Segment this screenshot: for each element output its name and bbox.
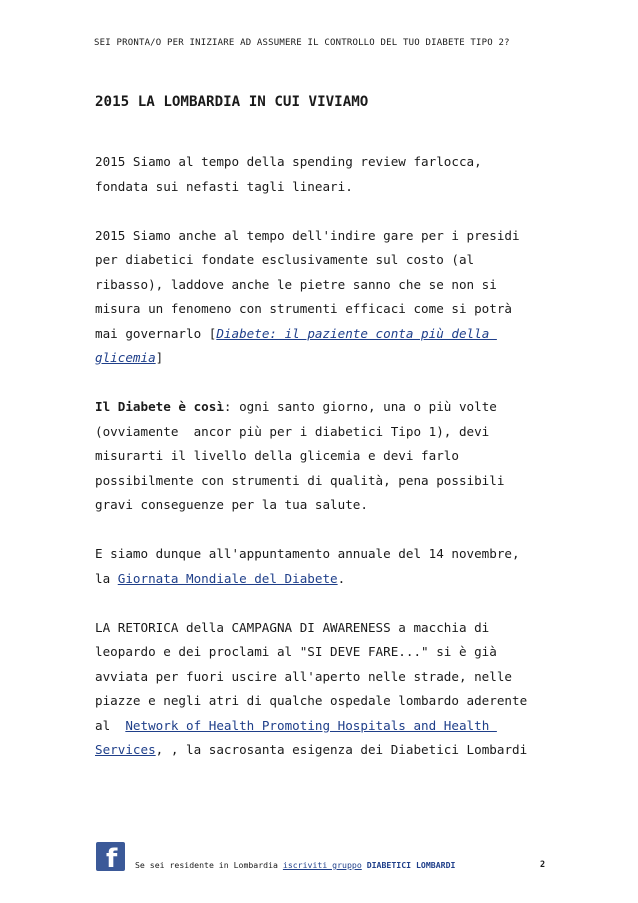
- text-fragment: , , la sacrosanta esigenza dei Diabetici Lombardi: [155, 742, 528, 757]
- footer-text: [135, 860, 455, 870]
- text-fragment: mai governarlo [: [95, 325, 217, 341]
- text-line: [95, 738, 575, 763]
- group-name: DIABETICI LOMBARDI: [366, 860, 456, 870]
- text-line: E siamo dunque all'appuntamento annuale del 14 novembre,: [95, 546, 520, 561]
- link-network-hph[interactable]: Network of Health Promoting Hospitals and Health: [125, 717, 497, 733]
- section-heading: 2015 LA LOMBARDIA IN CUI VIVIAMO: [95, 94, 369, 110]
- text-line: [95, 346, 575, 371]
- text-line: fondata sui nefasti tagli lineari.: [95, 178, 353, 194]
- text-line: LA RETORICA della CAMPAGNA DI AWARENESS a macchia di: [95, 619, 490, 635]
- text-line: possibilmente con strumenti di qualità, pena possibili: [95, 472, 505, 488]
- facebook-letter: f: [106, 844, 118, 871]
- text-line: leopardo e dei proclami al "SI DEVE FARE..." si è già: [95, 644, 497, 659]
- page-header: SEI PRONTA/O PER INIZIARE AD ASSUMERE IL CONTROLLO DEL TUO DIABETE TIPO 2?: [94, 38, 510, 48]
- page-number: 2: [540, 860, 546, 870]
- text-line: (ovviamente ancor più per i diabetici Tipo 1), devi: [95, 423, 490, 439]
- facebook-icon[interactable]: [96, 842, 125, 871]
- link-diabete-paziente-cont[interactable]: glicemia: [95, 350, 156, 365]
- text-line: piazze e negli atri di qualche ospedale lombardo aderente: [95, 693, 528, 708]
- text-line: [95, 714, 575, 739]
- text-line: per diabetici fondate esclusivamente sul costo (al: [95, 252, 475, 267]
- text-line: ribasso), laddove anche le pietre sanno che se non si: [95, 276, 497, 292]
- text-line: gravi conseguenze per la tua salute.: [95, 497, 368, 512]
- text-fragment: la: [95, 570, 118, 586]
- text-fragment: .: [337, 570, 346, 586]
- paragraph-2: [95, 224, 575, 371]
- text-line: 2015 Siamo anche al tempo dell'indire gare per i presidi: [95, 227, 520, 243]
- paragraph-1: [95, 150, 575, 199]
- link-network-hph-cont[interactable]: Services: [95, 742, 156, 757]
- document-body: [95, 150, 575, 787]
- bold-phrase: Il Diabete è così: [95, 399, 224, 414]
- text-line: avviata per fuori uscire all'aperto nelle strade, nelle: [95, 668, 513, 684]
- paragraph-3: [95, 395, 575, 518]
- text-line: [95, 567, 575, 592]
- text-fragment: al: [95, 717, 126, 733]
- text-line: misurarti il livello della glicemia e devi farlo: [95, 448, 459, 463]
- text-line: [95, 322, 575, 347]
- link-diabete-paziente[interactable]: Diabete: il paziente conta più della: [216, 325, 497, 341]
- page-footer: [96, 842, 556, 872]
- link-giornata-mondiale[interactable]: Giornata Mondiale del Diabete: [117, 570, 338, 586]
- text-line: [95, 395, 575, 420]
- text-line: misura un fenomeno con strumenti efficaci come si potrà: [95, 301, 513, 316]
- text-line: 2015 Siamo al tempo della spending review farlocca,: [95, 154, 482, 169]
- paragraph-4: [95, 542, 575, 591]
- join-group-link[interactable]: iscriviti gruppo: [282, 860, 362, 870]
- paragraph-5: [95, 616, 575, 763]
- text-fragment: : ogni santo giorno, una o più volte: [223, 399, 497, 414]
- text-fragment: ]: [155, 350, 164, 365]
- text-fragment: Se sei residente in Lombardia: [135, 860, 283, 870]
